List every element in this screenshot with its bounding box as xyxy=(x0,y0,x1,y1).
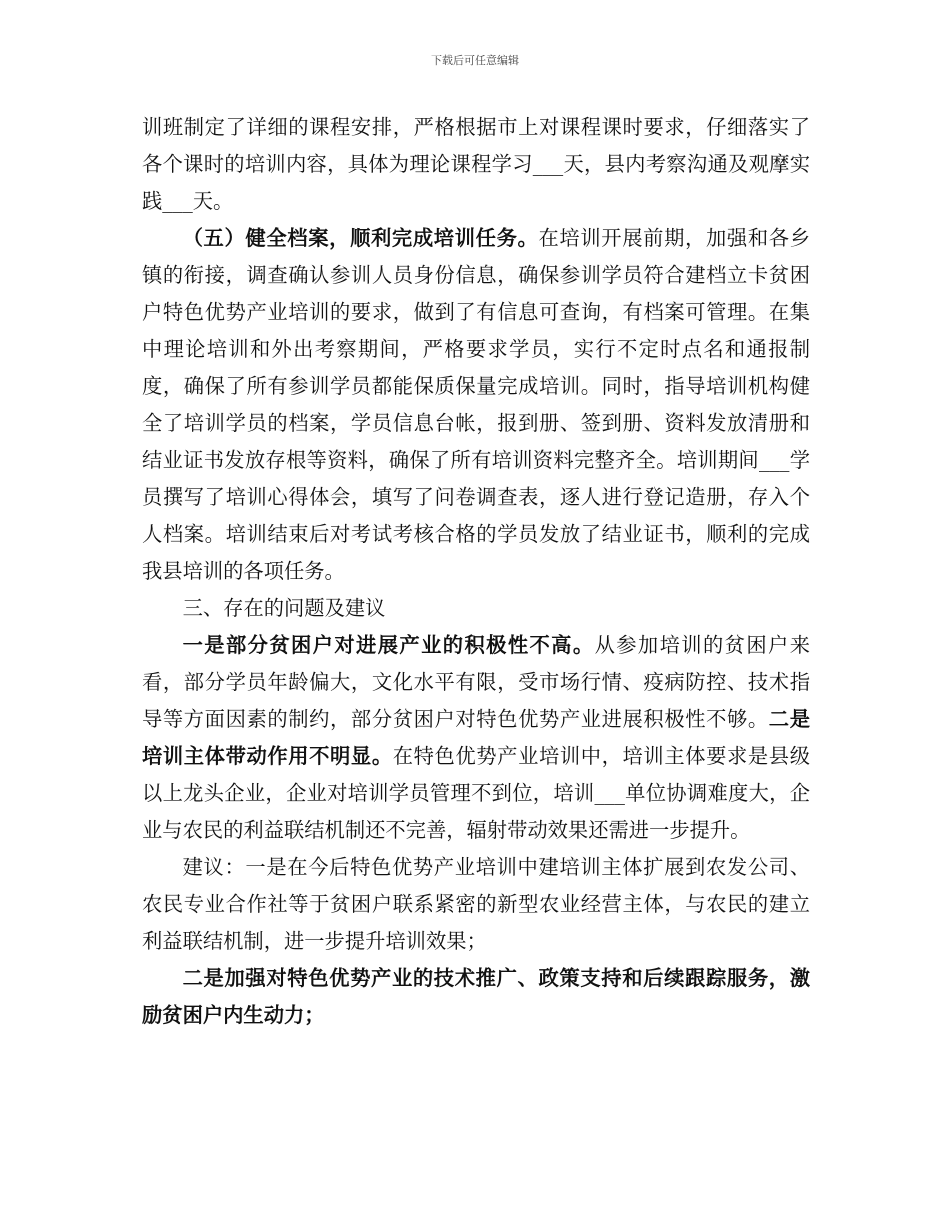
paragraph-archives-body: 在培训开展前期，加强和各乡镇的衔接，调查确认参训人员身份信息，确保参训学员符合建档立卡贫困户特色优势产业培训的要求，做到了有信息可查询，有档案可管理。在集中理论培训和外出考察期间，严格要求学员，实行不定时点名和通报制度，确保了所有参训学员都能保质保量完成培训。同时，指导培训机构健全了培训学员的档案，学员信息台帐，报到册、签到册、资料发放清册和结业证书发放存根等资料，确保了所有培训资料完整齐全。培训期间___学员撰写了培训心得体会，填写了问卷调查表，逐人进行登记造册，存入个人档案。培训结束后对考试考核合格的学员发放了结业证书，顺利的完成我县培训的各项任务。 xyxy=(142,226,810,583)
document-body xyxy=(142,109,810,1034)
paragraph-suggestion-two: 二是加强对特色优势产业的技术推广、政策支持和后续跟踪服务，激励贫困户内生动力； xyxy=(142,966,810,1027)
paragraph-suggestion-one: 建议：一是在今后特色优势产业培训中建培训主体扩展到农发公司、农民专业合作社等于贫困户联系紧密的新型农业经营主体，与农民的建立利益联结机制，进一步提升培训效果； xyxy=(142,855,810,953)
problem-one-body: 从参加培训的贫困户来看，部分学员年龄偏大，文化水平有限，受市场行情、疫病防控、技术指导等方面因素的制约，部分贫困户对特色优势产业进展积极性不够。 xyxy=(142,633,810,731)
problem-two-heading: 二是培训主体带动作用不明显。 xyxy=(142,707,810,768)
paragraph-course-arrangement: 训班制定了详细的课程安排，严格根据市上对课程课时要求，仔细落实了各个课时的培训内容，具体为理论课程学习___天，县内考察沟通及观摩实践___天。 xyxy=(142,115,810,213)
problem-one-heading: 一是部分贫困户对进展产业的积极性不高。 xyxy=(182,633,595,657)
paragraph-problems xyxy=(142,627,810,849)
problem-two-body: 在特色优势产业培训中，培训主体要求是县级以上龙头企业，企业对培训学员管理不到位，培训___单位协调难度大，企业与农民的利益联结机制还不完善，辐射带动效果还需进一步提升。 xyxy=(142,744,810,842)
paragraph-archives-heading: （五）健全档案，顺利完成培训任务。 xyxy=(182,226,539,250)
page-header-note: 下载后可任意编辑 xyxy=(431,54,519,67)
section-heading-problems: 三、存在的问题及建议 xyxy=(182,596,386,620)
paragraph-archives xyxy=(142,220,810,590)
